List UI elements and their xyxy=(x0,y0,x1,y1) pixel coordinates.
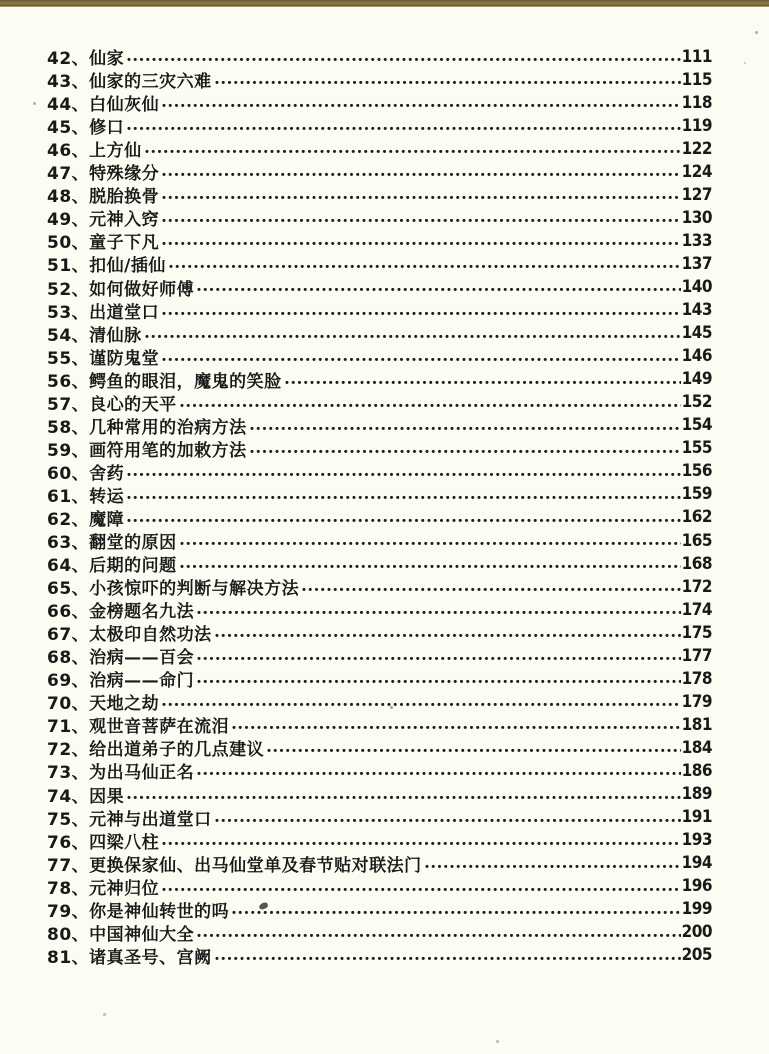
toc-entry xyxy=(47,575,712,598)
toc-entry-page: 115 xyxy=(681,69,712,90)
toc-entry-number: 69、 xyxy=(47,671,90,692)
toc-entry-page: 179 xyxy=(681,691,712,712)
toc-entry xyxy=(47,68,712,91)
toc-entry-page: 205 xyxy=(681,945,712,966)
toc-entry xyxy=(47,713,712,736)
toc-entry-page: 118 xyxy=(681,92,712,113)
toc-entry-page: 162 xyxy=(681,507,712,528)
toc-entry xyxy=(47,598,712,621)
toc-entry-page: 155 xyxy=(681,438,712,459)
toc-entry xyxy=(47,921,712,944)
toc-entry-number: 62、 xyxy=(47,509,90,530)
toc-entry-page: 124 xyxy=(681,161,712,182)
toc-entry-title: 几种常用的治病方法 xyxy=(89,417,247,438)
toc-entry xyxy=(47,806,712,829)
toc-entry xyxy=(47,875,712,898)
toc-entry-page: 137 xyxy=(681,253,712,274)
dot-leader xyxy=(197,679,680,684)
toc-entry-page: 193 xyxy=(681,830,712,851)
toc-entry xyxy=(47,829,712,852)
dot-leader xyxy=(145,149,681,154)
toc-entry-title: 给出道弟子的几点建议 xyxy=(89,740,265,761)
dot-leader xyxy=(145,334,681,339)
toc-entry-title: 太极印自然功法 xyxy=(89,625,212,646)
toc-entry-page: 133 xyxy=(681,230,712,251)
toc-entry-page: 172 xyxy=(681,576,712,597)
dot-leader xyxy=(215,633,681,638)
toc-entry-title: 因果 xyxy=(89,786,125,807)
scan-speck xyxy=(744,62,746,64)
dot-leader xyxy=(285,380,681,385)
toc-entry-page: 154 xyxy=(681,415,712,436)
page-top-edge xyxy=(0,0,769,7)
toc-entry-title: 元神归位 xyxy=(89,878,160,899)
dot-leader xyxy=(215,956,681,961)
toc-entry xyxy=(47,898,712,921)
toc-entry-title: 诸真圣号、宫阙 xyxy=(89,947,212,968)
toc-entry xyxy=(47,137,712,160)
toc-entry-title: 特殊缘分 xyxy=(89,164,160,185)
toc-entry xyxy=(47,483,712,506)
toc-entry-title: 脱胎换骨 xyxy=(89,187,160,208)
dot-leader xyxy=(127,518,680,523)
dot-leader xyxy=(127,795,680,800)
toc-entry-title: 为出马仙正名 xyxy=(89,763,195,784)
toc-entry-number: 76、 xyxy=(47,832,90,853)
toc-entry-number: 80、 xyxy=(47,924,90,945)
toc-entry-title: 治病——百会 xyxy=(89,648,195,669)
toc-entry-number: 56、 xyxy=(47,371,90,392)
toc-entry-title: 修口 xyxy=(89,118,125,139)
toc-entry xyxy=(47,275,712,298)
toc-entry-title: 魔障 xyxy=(89,509,125,530)
dot-leader xyxy=(162,841,680,846)
dot-leader xyxy=(127,57,680,62)
toc-entry-page: 165 xyxy=(681,530,712,551)
dot-leader xyxy=(197,287,680,292)
toc-entry-number: 71、 xyxy=(47,717,90,738)
toc-entry-page: 199 xyxy=(681,899,712,920)
dot-leader xyxy=(180,541,681,546)
toc-entry xyxy=(47,114,712,137)
table-of-contents xyxy=(47,45,712,967)
dot-leader xyxy=(425,864,681,869)
dot-leader xyxy=(180,403,681,408)
toc-entry-page: 191 xyxy=(681,807,712,828)
toc-entry-number: 45、 xyxy=(47,118,90,139)
toc-entry xyxy=(47,252,712,275)
toc-entry-title: 上方仙 xyxy=(89,141,142,162)
toc-entry xyxy=(47,206,712,229)
toc-entry-title: 鳄鱼的眼泪，魔鬼的笑脸 xyxy=(89,371,282,392)
dot-leader xyxy=(180,564,681,569)
toc-entry-page: 127 xyxy=(681,184,712,205)
toc-entry xyxy=(47,414,712,437)
toc-entry-number: 49、 xyxy=(47,210,90,231)
toc-entry-title: 扣仙/插仙 xyxy=(89,256,166,277)
toc-entry-page: 186 xyxy=(681,760,712,781)
toc-entry-title: 转运 xyxy=(89,486,125,507)
toc-entry-number: 61、 xyxy=(47,486,90,507)
toc-entry-number: 58、 xyxy=(47,417,90,438)
toc-entry-page: 159 xyxy=(681,484,712,505)
toc-entry xyxy=(47,644,712,667)
dot-leader xyxy=(162,195,680,200)
toc-entry-title: 良心的天平 xyxy=(89,394,177,415)
toc-entry xyxy=(47,437,712,460)
toc-entry-title: 中国神仙大全 xyxy=(89,924,195,945)
toc-entry-page: 156 xyxy=(681,461,712,482)
dot-leader xyxy=(197,656,680,661)
toc-entry xyxy=(47,552,712,575)
dot-leader xyxy=(169,264,681,269)
toc-entry-page: 196 xyxy=(681,876,712,897)
toc-entry-page: 181 xyxy=(681,714,712,735)
toc-entry-number: 60、 xyxy=(47,463,90,484)
toc-entry-number: 42、 xyxy=(47,49,90,70)
toc-entry xyxy=(47,944,712,967)
toc-entry xyxy=(47,368,712,391)
toc-entry-title: 观世音菩萨在流泪 xyxy=(89,717,230,738)
dot-leader xyxy=(162,241,680,246)
toc-entry-title: 童子下凡 xyxy=(89,233,160,254)
toc-entry-page: 111 xyxy=(681,46,712,67)
toc-entry-title: 画符用笔的加敕方法 xyxy=(89,440,247,461)
toc-entry-title: 你是神仙转世的吗 xyxy=(89,901,230,922)
toc-entry xyxy=(47,229,712,252)
toc-entry-page: 174 xyxy=(681,599,712,620)
toc-entry-number: 67、 xyxy=(47,625,90,646)
toc-entry-title: 舍药 xyxy=(89,463,125,484)
toc-entry-page: 149 xyxy=(681,369,712,390)
toc-entry-title: 谨防鬼堂 xyxy=(89,348,160,369)
toc-entry-number: 52、 xyxy=(47,279,90,300)
toc-entry-title: 金榜题名九法 xyxy=(89,602,195,623)
toc-entry-title: 白仙灰仙 xyxy=(89,95,160,116)
scan-speck xyxy=(390,706,393,709)
toc-entry xyxy=(47,852,712,875)
toc-entry-number: 43、 xyxy=(47,72,90,93)
toc-entry-number: 50、 xyxy=(47,233,90,254)
toc-entry-number: 74、 xyxy=(47,786,90,807)
toc-entry xyxy=(47,667,712,690)
toc-entry-title: 翻堂的原因 xyxy=(89,533,177,554)
toc-entry-number: 44、 xyxy=(47,95,90,116)
toc-entry-number: 51、 xyxy=(47,256,90,277)
toc-entry-title: 小孩惊吓的判断与解决方法 xyxy=(89,579,300,600)
scan-speck xyxy=(33,102,36,105)
toc-entry-page: 168 xyxy=(681,553,712,574)
dot-leader xyxy=(127,126,680,131)
toc-entry xyxy=(47,460,712,483)
dot-leader xyxy=(127,472,680,477)
toc-entry-page: 178 xyxy=(681,668,712,689)
toc-entry-number: 70、 xyxy=(47,694,90,715)
toc-entry-number: 81、 xyxy=(47,947,90,968)
toc-entry-page: 200 xyxy=(681,922,712,943)
toc-entry xyxy=(47,160,712,183)
dot-leader xyxy=(127,495,680,500)
toc-entry-page: 145 xyxy=(681,323,712,344)
toc-entry xyxy=(47,45,712,68)
toc-entry-title: 后期的问题 xyxy=(89,556,177,577)
toc-entry-number: 48、 xyxy=(47,187,90,208)
toc-entry-number: 63、 xyxy=(47,533,90,554)
toc-entry-page: 175 xyxy=(681,622,712,643)
toc-entry-page: 130 xyxy=(681,207,712,228)
dot-leader xyxy=(162,702,680,707)
toc-entry-page: 184 xyxy=(681,737,712,758)
toc-entry-number: 72、 xyxy=(47,740,90,761)
dot-leader xyxy=(302,587,680,592)
toc-entry-number: 73、 xyxy=(47,763,90,784)
dot-leader xyxy=(197,610,680,615)
dot-leader xyxy=(162,887,680,892)
dot-leader xyxy=(250,449,681,454)
toc-entry xyxy=(47,299,712,322)
dot-leader xyxy=(197,771,680,776)
dot-leader xyxy=(162,172,680,177)
toc-entry xyxy=(47,322,712,345)
toc-entry xyxy=(47,690,712,713)
toc-entry xyxy=(47,529,712,552)
toc-entry xyxy=(47,736,712,759)
toc-entry-title: 清仙脉 xyxy=(89,325,142,346)
toc-entry-number: 54、 xyxy=(47,325,90,346)
toc-entry-number: 65、 xyxy=(47,579,90,600)
dot-leader xyxy=(162,103,680,108)
toc-entry-number: 68、 xyxy=(47,648,90,669)
dot-leader xyxy=(162,357,680,362)
toc-entry xyxy=(47,783,712,806)
toc-entry-page: 189 xyxy=(681,784,712,805)
toc-entry-title: 治病——命门 xyxy=(89,671,195,692)
toc-entry-page: 122 xyxy=(681,138,712,159)
toc-entry-title: 出道堂口 xyxy=(89,302,160,323)
dot-leader xyxy=(267,748,680,753)
toc-entry-number: 78、 xyxy=(47,878,90,899)
toc-entry-number: 46、 xyxy=(47,141,90,162)
dot-leader xyxy=(250,426,681,431)
toc-entry-title: 仙家 xyxy=(89,49,125,70)
scan-speck xyxy=(103,1013,106,1016)
dot-leader xyxy=(197,933,680,938)
toc-entry xyxy=(47,183,712,206)
toc-entry-number: 57、 xyxy=(47,394,90,415)
toc-entry-page: 177 xyxy=(681,645,712,666)
toc-entry-title: 更换保家仙、出马仙堂单及春节贴对联法门 xyxy=(89,855,422,876)
dot-leader xyxy=(215,818,681,823)
toc-entry xyxy=(47,759,712,782)
toc-entry-number: 47、 xyxy=(47,164,90,185)
dot-leader xyxy=(162,218,680,223)
toc-entry-number: 59、 xyxy=(47,440,90,461)
toc-entry xyxy=(47,391,712,414)
toc-entry xyxy=(47,91,712,114)
toc-entry-number: 75、 xyxy=(47,809,90,830)
toc-entry-title: 元神与出道堂口 xyxy=(89,809,212,830)
toc-entry-title: 天地之劫 xyxy=(89,694,160,715)
dot-leader xyxy=(232,910,680,915)
dot-leader xyxy=(232,725,680,730)
toc-entry-number: 64、 xyxy=(47,556,90,577)
toc-entry-page: 119 xyxy=(681,115,712,136)
scan-speck xyxy=(755,31,758,34)
toc-entry-page: 194 xyxy=(681,853,712,874)
toc-entry-page: 140 xyxy=(681,276,712,297)
toc-entry-title: 四梁八柱 xyxy=(89,832,160,853)
dot-leader xyxy=(215,80,681,85)
toc-entry xyxy=(47,345,712,368)
toc-entry-page: 146 xyxy=(681,346,712,367)
toc-entry-number: 77、 xyxy=(47,855,90,876)
toc-entry-number: 55、 xyxy=(47,348,90,369)
toc-entry-title: 如何做好师傅 xyxy=(89,279,195,300)
toc-entry-number: 66、 xyxy=(47,602,90,623)
toc-entry-page: 143 xyxy=(681,300,712,321)
scan-speck xyxy=(496,1040,499,1043)
toc-entry-page: 152 xyxy=(681,392,712,413)
toc-entry-title: 元神入窍 xyxy=(89,210,160,231)
toc-entry xyxy=(47,506,712,529)
toc-entry-number: 53、 xyxy=(47,302,90,323)
toc-entry-number: 79、 xyxy=(47,901,90,922)
toc-entry-title: 仙家的三灾六难 xyxy=(89,72,212,93)
dot-leader xyxy=(162,311,680,316)
toc-entry xyxy=(47,621,712,644)
